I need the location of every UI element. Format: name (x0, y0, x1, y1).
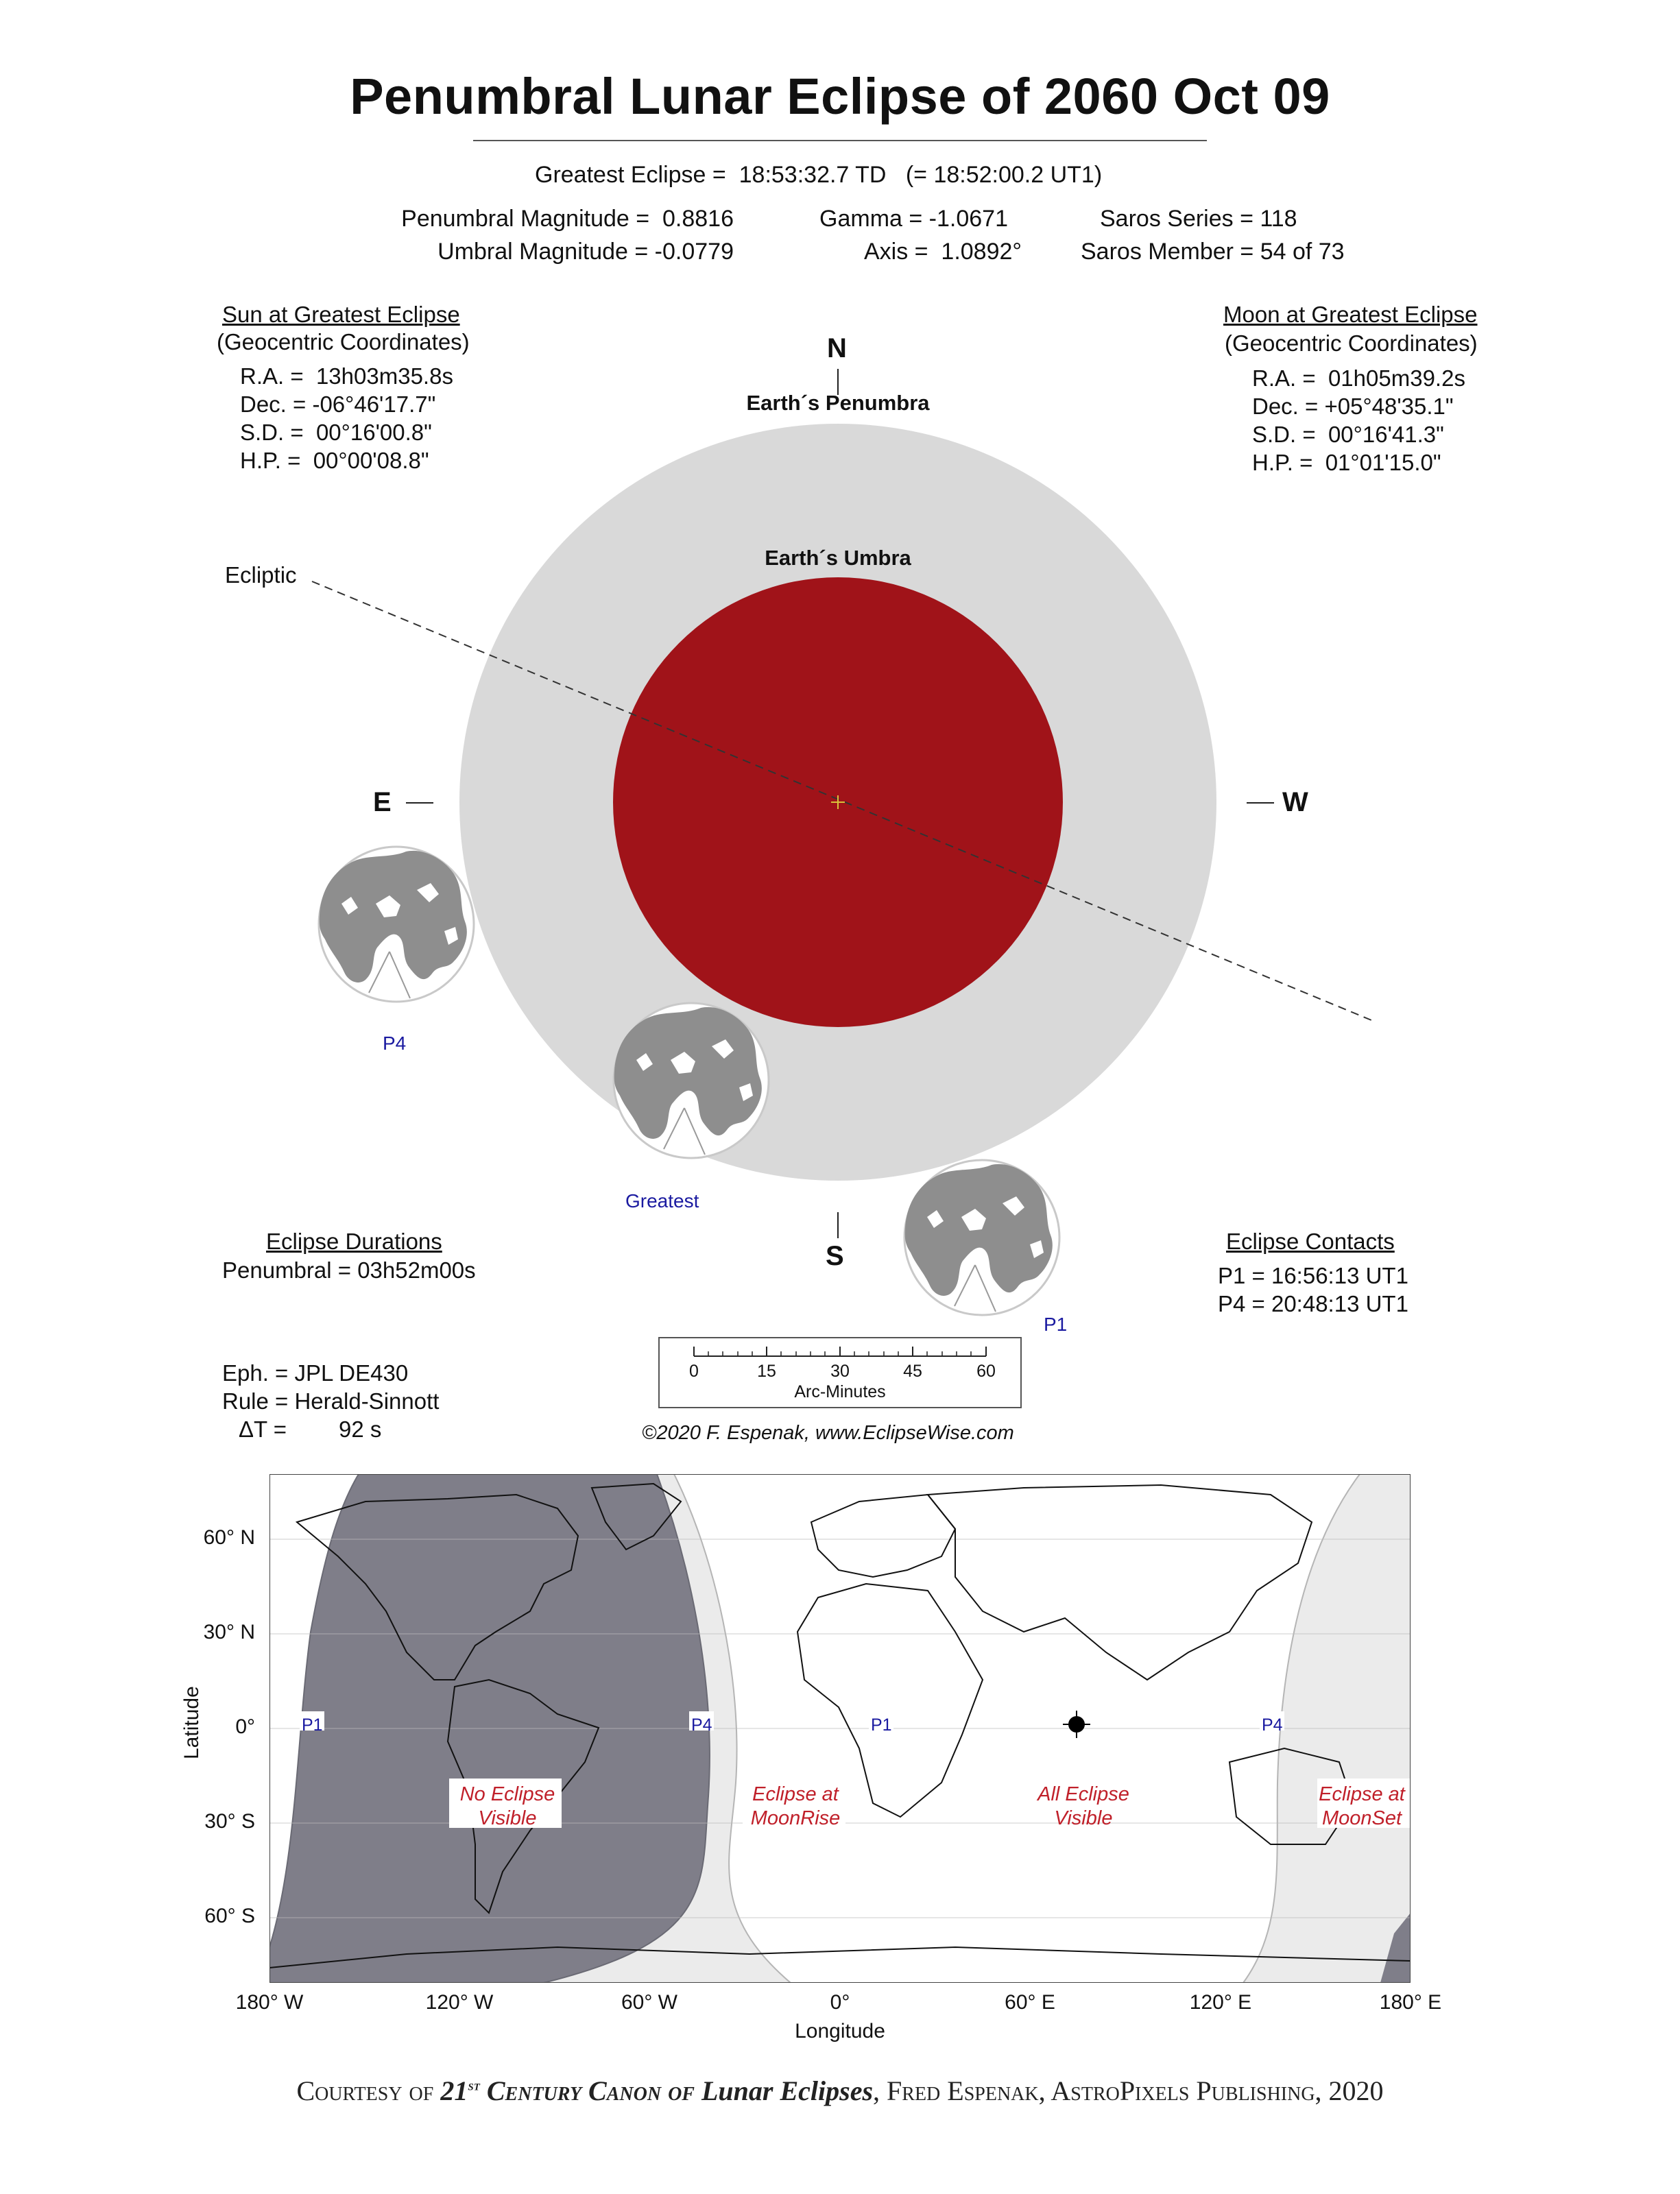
lat-tick-30n: 30° N (203, 1621, 255, 1643)
map-marker-p1-west: P1 (302, 1715, 323, 1735)
contact-p1: P1 = 16:56:13 UT1 (1218, 1263, 1408, 1288)
lon-tick-60e: 60° E (1005, 1991, 1055, 2014)
region-no-eclipse (439, 1783, 576, 1831)
moon-subheading: (Geocentric Coordinates) (1225, 330, 1478, 356)
page-title: Penumbral Lunar Eclipse of 2060 Oct 09 (350, 68, 1330, 125)
region-moonrise-line1: Eclipse at (752, 1783, 839, 1805)
sun-dec: Dec. = -06°46'17.7" (240, 391, 436, 417)
footer-book-canon: Century Canon of (479, 2075, 701, 2106)
saros-series: Saros Series = 118 (1100, 206, 1297, 232)
map-marker-p4-west: P4 (691, 1715, 712, 1735)
lon-tick-0: 0° (830, 1991, 850, 2014)
moon-label-greatest: Greatest (625, 1190, 699, 1211)
region-moonset-line1: Eclipse at (1319, 1783, 1405, 1805)
footer-prefix: Courtesy of (296, 2075, 441, 2106)
region-all-visible (1008, 1783, 1159, 1831)
sun-ra: R.A. = 13h03m35.8s (240, 363, 453, 389)
moon-label-p4: P4 (383, 1033, 407, 1054)
region-moonset-line2: MoonSet (1321, 1807, 1402, 1829)
rule: Rule = Herald-Sinnott (222, 1388, 440, 1414)
scale-unit-label: Arc-Minutes (794, 1382, 886, 1401)
scale-tick-15: 15 (757, 1362, 776, 1381)
gamma: Gamma = -1.0671 (819, 206, 1008, 232)
sun-sd: S.D. = 00°16'00.8" (240, 420, 432, 445)
region-no-eclipse-line2: Visible (478, 1807, 537, 1829)
lon-tick-180w: 180° W (235, 1991, 304, 2014)
footer-credit (0, 2075, 1680, 2107)
footer-book-lunar: Lunar Eclipses (701, 2075, 874, 2106)
contacts-heading: Eclipse Contacts (1226, 1229, 1395, 1254)
lat-tick-0: 0° (235, 1715, 255, 1738)
lat-tick-30s: 30° S (204, 1810, 255, 1833)
umbral-magnitude: Umbral Magnitude = -0.0779 (437, 239, 734, 265)
region-all-visible-line2: Visible (1054, 1807, 1113, 1829)
latitude-axis-label: Latitude (180, 1686, 203, 1759)
scale-bar (658, 1337, 1022, 1408)
region-moonrise (727, 1783, 864, 1831)
lat-tick-60n: 60° N (203, 1526, 255, 1549)
east-label: E (373, 787, 392, 817)
map-marker-p1-east: P1 (871, 1715, 892, 1735)
region-moonset (1307, 1783, 1417, 1831)
lon-tick-60w: 60° W (621, 1991, 678, 2014)
moon-label-p1: P1 (1044, 1314, 1068, 1335)
scale-tick-60: 60 (976, 1362, 996, 1381)
moon-greatest (614, 1003, 769, 1158)
south-label: S (826, 1241, 844, 1271)
delta-t-value: 92 s (339, 1417, 382, 1442)
visibility-map (269, 1474, 1411, 1983)
sun-subheading: (Geocentric Coordinates) (217, 329, 470, 354)
scale-tick-45: 45 (903, 1362, 922, 1381)
umbra-label: Earth´s Umbra (765, 546, 911, 570)
footer-book-sup: st (468, 2076, 480, 2094)
footer-suffix: , Fred Espenak, AstroPixels Publishing, 2020 (873, 2075, 1384, 2106)
contact-p4: P4 = 20:48:13 UT1 (1218, 1291, 1408, 1316)
penumbral-duration: Penumbral = 03h52m00s (222, 1257, 476, 1283)
moon-dec: Dec. = +05°48'35.1" (1252, 394, 1454, 419)
moon-heading: Moon at Greatest Eclipse (1223, 302, 1478, 327)
axis: Axis = 1.0892° (863, 239, 1022, 265)
footer-book-21: 21 (440, 2075, 468, 2106)
ephemeris: Eph. = JPL DE430 (222, 1360, 409, 1386)
moon-sd: S.D. = 00°16'41.3" (1252, 422, 1444, 447)
durations-heading: Eclipse Durations (266, 1229, 442, 1254)
moon-p4 (319, 847, 474, 1002)
lon-tick-180e: 180° E (1379, 1991, 1442, 2014)
greatest-eclipse-time: Greatest Eclipse = 18:53:32.7 TD (= 18:52:00.2 UT1) (535, 162, 1103, 188)
west-label: W (1282, 787, 1308, 817)
sun-hp: H.P. = 00°00'08.8" (240, 448, 429, 473)
penumbra-label: Earth´s Penumbra (746, 391, 930, 415)
region-moonrise-line2: MoonRise (750, 1807, 841, 1829)
delta-t-label: ΔT = (239, 1417, 287, 1442)
map-marker-p4-east: P4 (1262, 1715, 1283, 1735)
moon-p1 (904, 1160, 1059, 1315)
penumbral-magnitude: Penumbral Magnitude = 0.8816 (401, 206, 734, 232)
moon-ra: R.A. = 01h05m39.2s (1252, 365, 1465, 391)
scale-tick-30: 30 (830, 1362, 850, 1381)
moon-hp: H.P. = 01°01'15.0" (1252, 450, 1441, 475)
sun-heading: Sun at Greatest Eclipse (222, 302, 460, 327)
scale-tick-0: 0 (689, 1362, 699, 1381)
lon-tick-120w: 120° W (425, 1991, 494, 2014)
lat-tick-60s: 60° S (204, 1905, 255, 1927)
lon-tick-120e: 120° E (1189, 1991, 1252, 2014)
copyright: ©2020 F. Espenak, www.EclipseWise.com (642, 1422, 1014, 1444)
saros-member: Saros Member = 54 of 73 (1081, 239, 1345, 265)
north-label: N (827, 333, 847, 363)
region-no-eclipse-line1: No Eclipse (459, 1783, 555, 1805)
longitude-axis-label: Longitude (795, 2020, 885, 2042)
region-all-visible-line1: All Eclipse (1037, 1783, 1129, 1805)
ecliptic-label: Ecliptic (225, 562, 297, 588)
